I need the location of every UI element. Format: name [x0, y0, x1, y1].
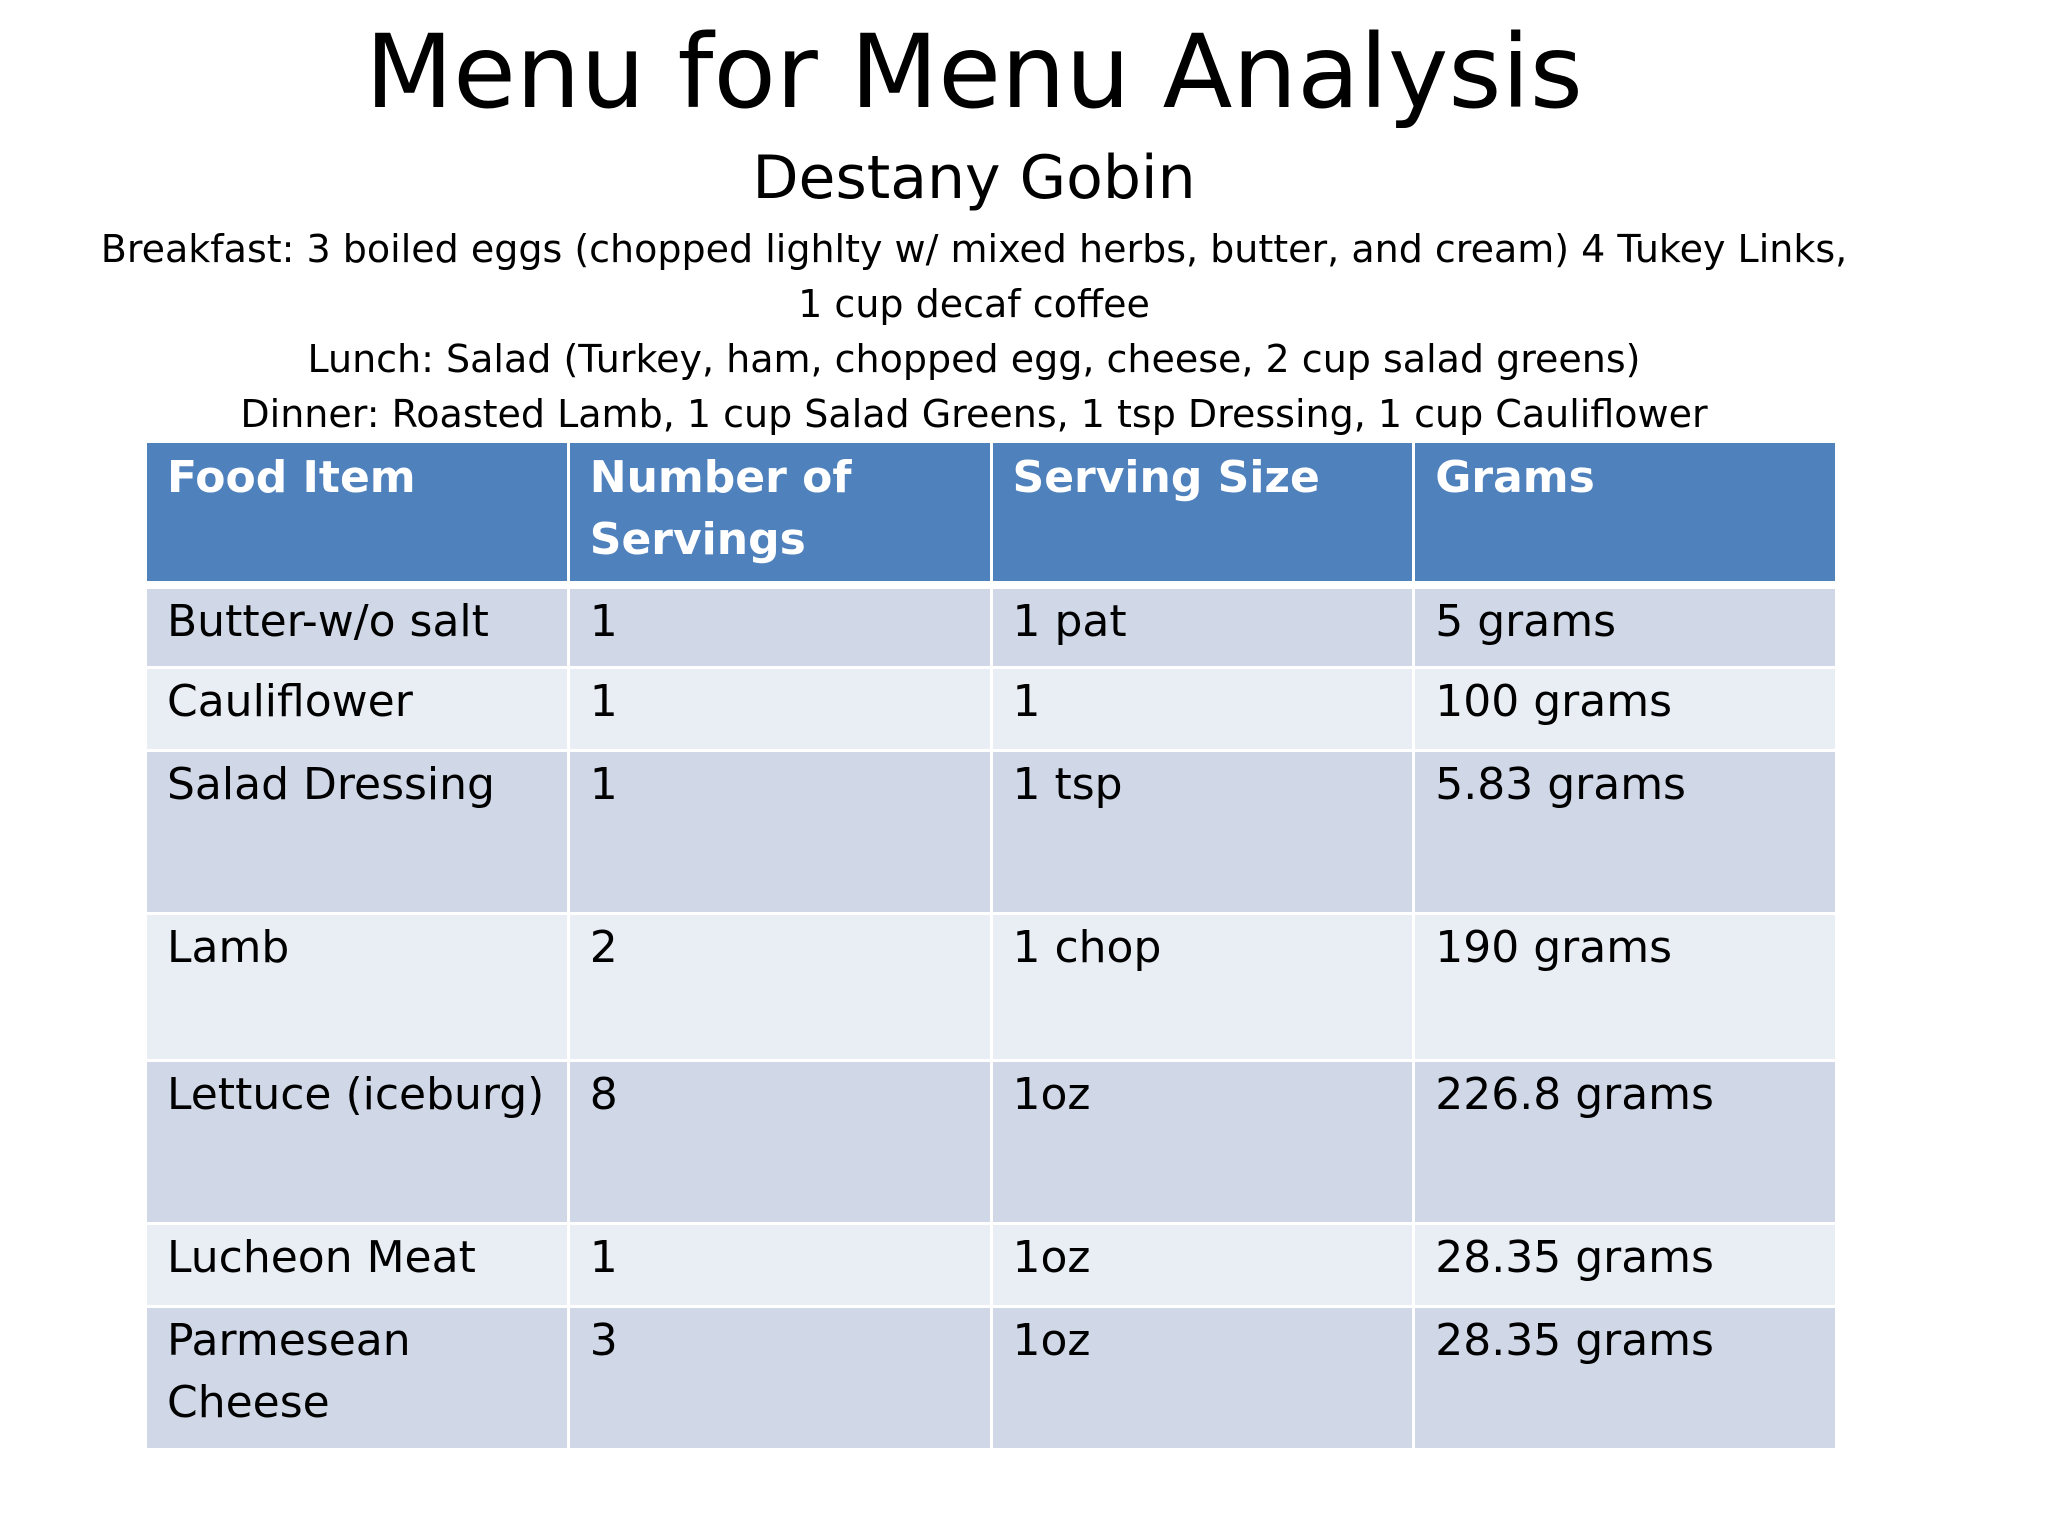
cell-servings: 1 [568, 585, 991, 668]
cell-food-item: Cauliflower [146, 668, 569, 751]
slide-subtitle: Destany Gobin [752, 143, 1196, 213]
cell-serving-size: 1 tsp [991, 751, 1414, 914]
cell-grams: 5.83 grams [1414, 751, 1837, 914]
cell-serving-size: 1oz [991, 1061, 1414, 1224]
table-row [146, 668, 1837, 751]
cell-servings: 8 [568, 1061, 991, 1224]
header-grams: Grams [1414, 442, 1837, 585]
header-serving-size: Serving Size [991, 442, 1414, 585]
cell-servings: 2 [568, 914, 991, 1061]
table-row [146, 1307, 1837, 1450]
cell-grams: 28.35 grams [1414, 1224, 1837, 1307]
menu-description [100, 222, 1848, 442]
table-row [146, 751, 1837, 914]
dinner-line: Dinner: Roasted Lamb, 1 cup Salad Greens, 1 tsp Dressing, 1 cup Cauliflower [240, 392, 1708, 436]
cell-serving-size: 1 pat [991, 585, 1414, 668]
cell-serving-size: 1oz [991, 1307, 1414, 1450]
cell-servings: 1 [568, 751, 991, 914]
table-header-row [146, 442, 1837, 585]
cell-servings: 3 [568, 1307, 991, 1450]
cell-grams: 28.35 grams [1414, 1307, 1837, 1450]
lunch-line: Lunch: Salad (Turkey, ham, chopped egg, cheese, 2 cup salad greens) [307, 337, 1641, 381]
breakfast-line-2: 1 cup decaf coffee [798, 282, 1150, 326]
header-number-of-servings: Number of Servings [568, 442, 991, 585]
slide-title: Menu for Menu Analysis [365, 13, 1583, 132]
cell-serving-size: 1 chop [991, 914, 1414, 1061]
cell-grams: 226.8 grams [1414, 1061, 1837, 1224]
cell-grams: 5 grams [1414, 585, 1837, 668]
cell-food-item: Lamb [146, 914, 569, 1061]
table-row [146, 1224, 1837, 1307]
table-row [146, 1061, 1837, 1224]
cell-food-item: Lucheon Meat [146, 1224, 569, 1307]
breakfast-line-1: Breakfast: 3 boiled eggs (chopped lighlty w/ mixed herbs, butter, and cream) 4 Tukey Links, [100, 227, 1848, 271]
cell-food-item: Parmesean Cheese [146, 1307, 569, 1450]
cell-servings: 1 [568, 1224, 991, 1307]
cell-serving-size: 1oz [991, 1224, 1414, 1307]
cell-servings: 1 [568, 668, 991, 751]
cell-grams: 190 grams [1414, 914, 1837, 1061]
food-table [144, 440, 1838, 1451]
table-row [146, 914, 1837, 1061]
cell-food-item: Butter-w/o salt [146, 585, 569, 668]
cell-serving-size: 1 [991, 668, 1414, 751]
cell-food-item: Salad Dressing [146, 751, 569, 914]
header-food-item: Food Item [146, 442, 569, 585]
cell-grams: 100 grams [1414, 668, 1837, 751]
cell-food-item: Lettuce (iceburg) [146, 1061, 569, 1224]
table-row [146, 585, 1837, 668]
